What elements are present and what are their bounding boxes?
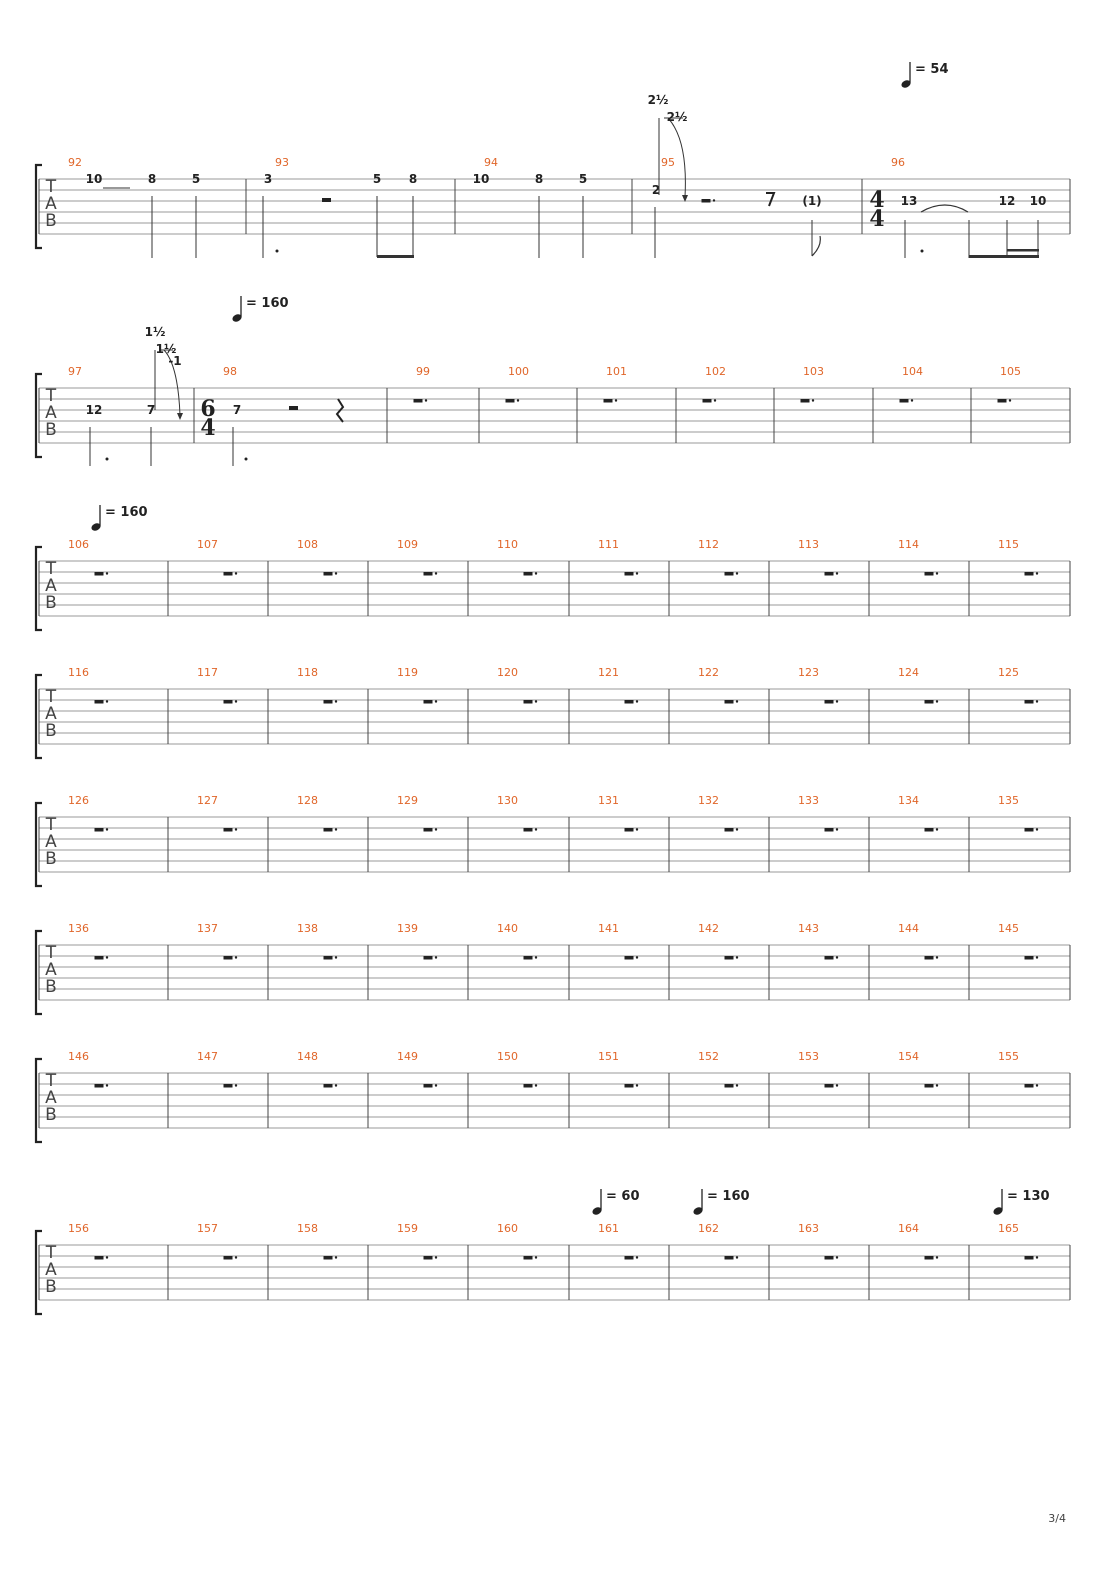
- measure-number: 93: [275, 156, 289, 169]
- dotted-half-rest: [725, 956, 739, 960]
- tempo-quarter-note-icon: [90, 505, 102, 532]
- dotted-half-rest: [524, 956, 538, 960]
- measure-number: 150: [497, 1050, 518, 1063]
- measure-number: 160: [497, 1222, 518, 1235]
- bend-amount: -1: [168, 354, 182, 368]
- measure-number: 133: [798, 794, 819, 807]
- tab-clef-letter: B: [45, 593, 57, 613]
- beam: [1007, 249, 1039, 252]
- measure-number: 103: [803, 365, 824, 378]
- measure-number: 99: [416, 365, 430, 378]
- tab-clef-letter: T: [45, 815, 57, 835]
- dotted-half-rest: [998, 399, 1012, 403]
- measure-number: 131: [598, 794, 619, 807]
- dotted-half-rest: [625, 1084, 639, 1088]
- measure-number: 117: [197, 666, 218, 679]
- measure-number: 134: [898, 794, 919, 807]
- measure-number: 118: [297, 666, 318, 679]
- measure-number: 154: [898, 1050, 919, 1063]
- dotted-half-rest: [725, 700, 739, 704]
- page-number: 3/4: [1048, 1512, 1066, 1525]
- dotted-half-rest: [506, 399, 520, 403]
- dotted-half-rest: [424, 572, 438, 576]
- tab-clef-letter: T: [45, 1071, 57, 1091]
- fret-number: 13: [900, 194, 918, 208]
- measure-number: 92: [68, 156, 82, 169]
- tab-clef-letter: B: [45, 420, 57, 440]
- tab-clef-letter: B: [45, 721, 57, 741]
- measure-number: 143: [798, 922, 819, 935]
- dotted-half-rest: [625, 828, 639, 832]
- dotted-half-rest: [424, 1084, 438, 1088]
- measure-number: 139: [397, 922, 418, 935]
- tab-clef-letter: T: [45, 687, 57, 707]
- tempo-quarter-note-icon: [231, 296, 243, 323]
- tempo-quarter-note-icon: [692, 1189, 704, 1216]
- tab-clef-letter: T: [45, 559, 57, 579]
- dotted-half-rest: [424, 700, 438, 704]
- dotted-half-rest: [801, 399, 815, 403]
- measure-number: 95: [661, 156, 675, 169]
- dotted-half-rest: [324, 572, 338, 576]
- dotted-half-rest: [424, 1256, 438, 1260]
- measure-number: 124: [898, 666, 919, 679]
- tab-clef-letter: B: [45, 1105, 57, 1125]
- dotted-half-rest: [925, 700, 939, 704]
- beam: [377, 255, 414, 258]
- tab-clef-letter: A: [45, 1260, 57, 1280]
- bend-amount: 1½: [144, 325, 166, 339]
- arrow-head: [177, 413, 183, 420]
- dotted-half-rest: [825, 1084, 839, 1088]
- tempo-marking: = 130: [1007, 1189, 1050, 1204]
- augmentation-dot: [245, 458, 248, 461]
- fret-number: 10: [1029, 194, 1047, 208]
- measure-number: 163: [798, 1222, 819, 1235]
- measure-number: 161: [598, 1222, 619, 1235]
- dotted-half-rest: [925, 1256, 939, 1260]
- dotted-half-rest: [925, 572, 939, 576]
- dotted-half-rest: [925, 956, 939, 960]
- dotted-half-rest: [95, 956, 109, 960]
- tempo-marking: = 54: [915, 62, 949, 77]
- augmentation-dot: [276, 250, 279, 253]
- tab-clef-letter: B: [45, 1277, 57, 1297]
- dotted-half-rest: [424, 956, 438, 960]
- dotted-half-rest: [524, 1084, 538, 1088]
- dotted-half-rest: [1025, 828, 1039, 832]
- measure-number: 157: [197, 1222, 218, 1235]
- dotted-half-rest: [1025, 700, 1039, 704]
- dotted-half-rest: [1025, 1256, 1039, 1260]
- augmentation-dot: [921, 250, 924, 253]
- measure-number: 100: [508, 365, 529, 378]
- measure-number: 98: [223, 365, 237, 378]
- note-flag: [812, 236, 820, 256]
- measure-number: 119: [397, 666, 418, 679]
- tempo-marking: = 60: [606, 1189, 640, 1204]
- measure-number: 121: [598, 666, 619, 679]
- dotted-half-rest: [324, 828, 338, 832]
- dotted-half-rest: [324, 700, 338, 704]
- measure-number: 104: [902, 365, 923, 378]
- half-rest: [289, 406, 298, 410]
- dotted-half-rest: [702, 199, 716, 203]
- measure-number: 96: [891, 156, 905, 169]
- dotted-half-rest: [825, 700, 839, 704]
- dotted-half-rest: [725, 1084, 739, 1088]
- dotted-half-rest: [324, 956, 338, 960]
- measure-number: 155: [998, 1050, 1019, 1063]
- fret-number: 7: [146, 403, 156, 417]
- measure-number: 109: [397, 538, 418, 551]
- measure-number: 152: [698, 1050, 719, 1063]
- tab-clef-letter: T: [45, 943, 57, 963]
- measure-number: 123: [798, 666, 819, 679]
- fret-number: 10: [472, 172, 490, 186]
- dotted-half-rest: [414, 399, 428, 403]
- measure-number: 113: [798, 538, 819, 551]
- dotted-half-rest: [324, 1084, 338, 1088]
- dotted-half-rest: [524, 700, 538, 704]
- dotted-half-rest: [825, 956, 839, 960]
- measure-number: 156: [68, 1222, 89, 1235]
- bend-amount: 2½: [666, 110, 688, 124]
- tab-clef-letter: A: [45, 960, 57, 980]
- tempo-quarter-note-icon: [992, 1189, 1004, 1216]
- measure-number: 114: [898, 538, 919, 551]
- measure-number: 128: [297, 794, 318, 807]
- dotted-half-rest: [224, 828, 238, 832]
- dotted-half-rest: [95, 700, 109, 704]
- dotted-half-rest: [625, 572, 639, 576]
- measure-number: 147: [197, 1050, 218, 1063]
- time-signature-bottom: 4: [869, 206, 885, 232]
- measure-number: 140: [497, 922, 518, 935]
- measure-number: 107: [197, 538, 218, 551]
- measure-number: 106: [68, 538, 89, 551]
- dotted-half-rest: [324, 1256, 338, 1260]
- time-signature-bottom: 4: [200, 415, 216, 441]
- tab-clef-letter: B: [45, 977, 57, 997]
- measure-number: 138: [297, 922, 318, 935]
- augmentation-dot: [106, 458, 109, 461]
- dotted-half-rest: [900, 399, 914, 403]
- fret-number: 8: [534, 172, 544, 186]
- dotted-half-rest: [925, 828, 939, 832]
- dotted-half-rest: [625, 1256, 639, 1260]
- measure-number: 132: [698, 794, 719, 807]
- fret-number: 7: [232, 403, 242, 417]
- tab-clef-letter: B: [45, 849, 57, 869]
- dotted-half-rest: [95, 1256, 109, 1260]
- dotted-half-rest: [524, 572, 538, 576]
- fret-number: 8: [408, 172, 418, 186]
- fret-number: 5: [191, 172, 201, 186]
- measure-number: 137: [197, 922, 218, 935]
- measure-number: 111: [598, 538, 619, 551]
- measure-number: 108: [297, 538, 318, 551]
- measure-number: 122: [698, 666, 719, 679]
- dotted-half-rest: [224, 572, 238, 576]
- measure-number: 97: [68, 365, 82, 378]
- tempo-quarter-note-icon: [591, 1189, 603, 1216]
- dotted-half-rest: [224, 1256, 238, 1260]
- measure-number: 105: [1000, 365, 1021, 378]
- fret-number: 2: [651, 183, 661, 197]
- measure-number: 116: [68, 666, 89, 679]
- fret-number: 5: [372, 172, 382, 186]
- dotted-half-rest: [825, 1256, 839, 1260]
- tab-clef-letter: T: [45, 177, 57, 197]
- fret-number: 5: [578, 172, 588, 186]
- measure-number: 112: [698, 538, 719, 551]
- dotted-half-rest: [725, 828, 739, 832]
- measure-number: 110: [497, 538, 518, 551]
- dotted-half-rest: [424, 828, 438, 832]
- fret-number: 10: [85, 172, 103, 186]
- measure-number: 148: [297, 1050, 318, 1063]
- tab-clef-letter: T: [45, 386, 57, 406]
- measure-number: 153: [798, 1050, 819, 1063]
- tempo-marking: = 160: [246, 296, 289, 311]
- tab-clef-letter: A: [45, 194, 57, 214]
- tab-clef-letter: A: [45, 1088, 57, 1108]
- dotted-half-rest: [925, 1084, 939, 1088]
- dotted-half-rest: [95, 828, 109, 832]
- half-rest: [322, 198, 331, 202]
- measure-number: 164: [898, 1222, 919, 1235]
- measure-number: 151: [598, 1050, 619, 1063]
- fret-number: 8: [147, 172, 157, 186]
- measure-number: 102: [705, 365, 726, 378]
- dotted-half-rest: [524, 828, 538, 832]
- dotted-half-rest: [825, 572, 839, 576]
- measure-number: 125: [998, 666, 1019, 679]
- measure-number: 146: [68, 1050, 89, 1063]
- tie: [921, 205, 968, 212]
- dotted-half-rest: [703, 399, 717, 403]
- dotted-half-rest: [825, 828, 839, 832]
- measure-number: 142: [698, 922, 719, 935]
- measure-number: 144: [898, 922, 919, 935]
- tab-clef-letter: A: [45, 704, 57, 724]
- eighth-rest: [766, 193, 774, 206]
- dotted-half-rest: [224, 700, 238, 704]
- dotted-half-rest: [625, 956, 639, 960]
- dotted-half-rest: [1025, 572, 1039, 576]
- fret-number: 3: [263, 172, 273, 186]
- fret-number: 12: [998, 194, 1016, 208]
- measure-number: 126: [68, 794, 89, 807]
- beam: [969, 255, 1039, 258]
- tempo-marking: = 160: [707, 1189, 750, 1204]
- measure-number: 158: [297, 1222, 318, 1235]
- tab-clef-letter: A: [45, 576, 57, 596]
- bend-amount: 2½: [647, 93, 669, 107]
- fret-number: (1): [802, 194, 822, 208]
- time-signature-top: 4: [869, 187, 885, 213]
- measure-number: 94: [484, 156, 498, 169]
- dotted-half-rest: [224, 956, 238, 960]
- dotted-half-rest: [95, 572, 109, 576]
- measure-number: 127: [197, 794, 218, 807]
- dotted-half-rest: [95, 1084, 109, 1088]
- measure-number: 159: [397, 1222, 418, 1235]
- dotted-half-rest: [1025, 956, 1039, 960]
- dotted-half-rest: [1025, 1084, 1039, 1088]
- measure-number: 141: [598, 922, 619, 935]
- fret-number: 12: [85, 403, 103, 417]
- measure-number: 129: [397, 794, 418, 807]
- tempo-quarter-note-icon: [900, 62, 912, 89]
- dotted-half-rest: [725, 572, 739, 576]
- tab-clef-letter: A: [45, 403, 57, 423]
- measure-number: 101: [606, 365, 627, 378]
- measure-number: 130: [497, 794, 518, 807]
- measure-number: 165: [998, 1222, 1019, 1235]
- dotted-half-rest: [604, 399, 618, 403]
- dotted-half-rest: [725, 1256, 739, 1260]
- tab-clef-letter: A: [45, 832, 57, 852]
- tab-clef-letter: T: [45, 1243, 57, 1263]
- dotted-half-rest: [625, 700, 639, 704]
- measure-number: 136: [68, 922, 89, 935]
- measure-number: 145: [998, 922, 1019, 935]
- bend-amount: 1½: [155, 342, 177, 356]
- dotted-half-rest: [524, 1256, 538, 1260]
- dotted-half-rest: [224, 1084, 238, 1088]
- measure-number: 120: [497, 666, 518, 679]
- tab-clef-letter: B: [45, 211, 57, 231]
- time-signature-top: 6: [200, 396, 216, 422]
- measure-number: 135: [998, 794, 1019, 807]
- tempo-marking: = 160: [105, 505, 148, 520]
- measure-number: 162: [698, 1222, 719, 1235]
- measure-number: 149: [397, 1050, 418, 1063]
- measure-number: 115: [998, 538, 1019, 551]
